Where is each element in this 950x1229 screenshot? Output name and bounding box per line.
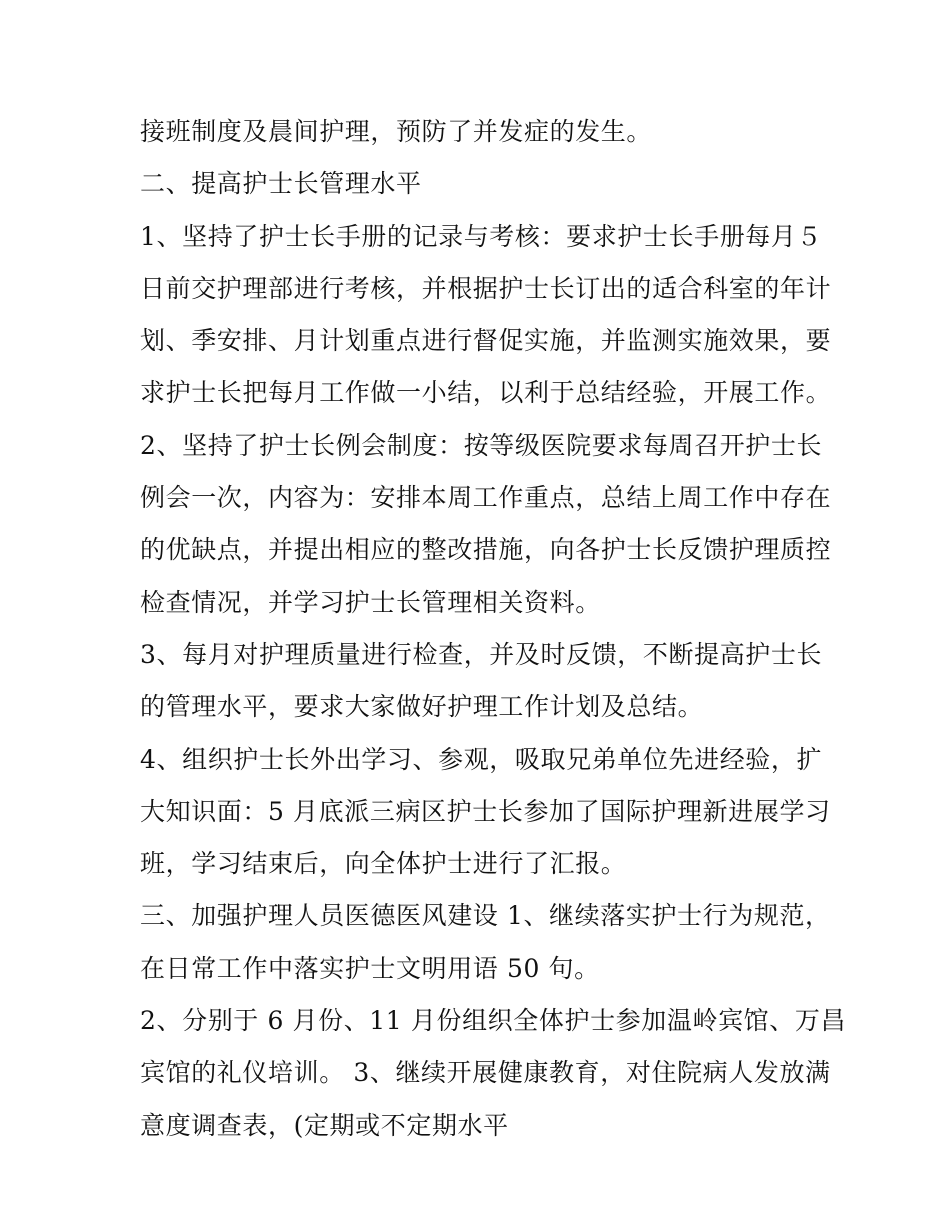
text-line: 划、季安排、月计划重点进行督促实施，并监测实施效果，要 — [140, 326, 832, 356]
text-line: 例会一次，内容为：安排本周工作重点，总结上周工作中存在 — [140, 483, 832, 513]
text-line: 意度调查表，(定期或不定期水平 — [140, 1110, 509, 1140]
section-heading: 三、加强护理人员医德医风建设 1、继续落实护士行为规范， — [140, 901, 831, 931]
text-line: 2、坚持了护士长例会制度：按等级医院要求每周召开护士长 — [140, 430, 823, 460]
text-line: 在日常工作中落实护士文明用语 50 句。 — [140, 953, 600, 983]
text-line: 大知识面：5 月底派三病区护士长参加了国际护理新进展学习 — [140, 796, 831, 826]
text-line: 1、坚持了护士长手册的记录与考核：要求护士长手册每月５ — [140, 221, 823, 251]
text-line: 的优缺点，并提出相应的整改措施，向各护士长反馈护理质控 — [140, 535, 832, 565]
text-line: 班，学习结束后，向全体护士进行了汇报。 — [140, 849, 627, 879]
text-line: 接班制度及晨间护理，预防了并发症的发生。 — [140, 117, 653, 146]
section-heading: 二、提高护士长管理水平 — [140, 169, 422, 199]
text-line: 宾馆的礼仪培训。 3、继续开展健康教育，对住院病人发放满 — [140, 1058, 831, 1088]
text-line: 3、每月对护理质量进行检查，并及时反馈，不断提高护士长 — [140, 639, 823, 669]
document-body — [140, 106, 847, 1152]
text-line: 4、组织护士长外出学习、参观，吸取兄弟单位先进经验，扩 — [140, 744, 823, 774]
text-line: 2、分别于 6 月份、11 月份组织全体护士参加温岭宾馆、万昌 — [140, 1006, 847, 1036]
text-line: 的管理水平，要求大家做好护理工作计划及总结。 — [140, 692, 704, 722]
text-line: 日前交护理部进行考核，并根据护士长订出的适合科室的年计 — [140, 273, 832, 303]
text-line: 检查情况，并学习护士长管理相关资料。 — [140, 587, 601, 617]
text-line: 求护士长把每月工作做一小结，以利于总结经验，开展工作。 — [140, 378, 832, 408]
